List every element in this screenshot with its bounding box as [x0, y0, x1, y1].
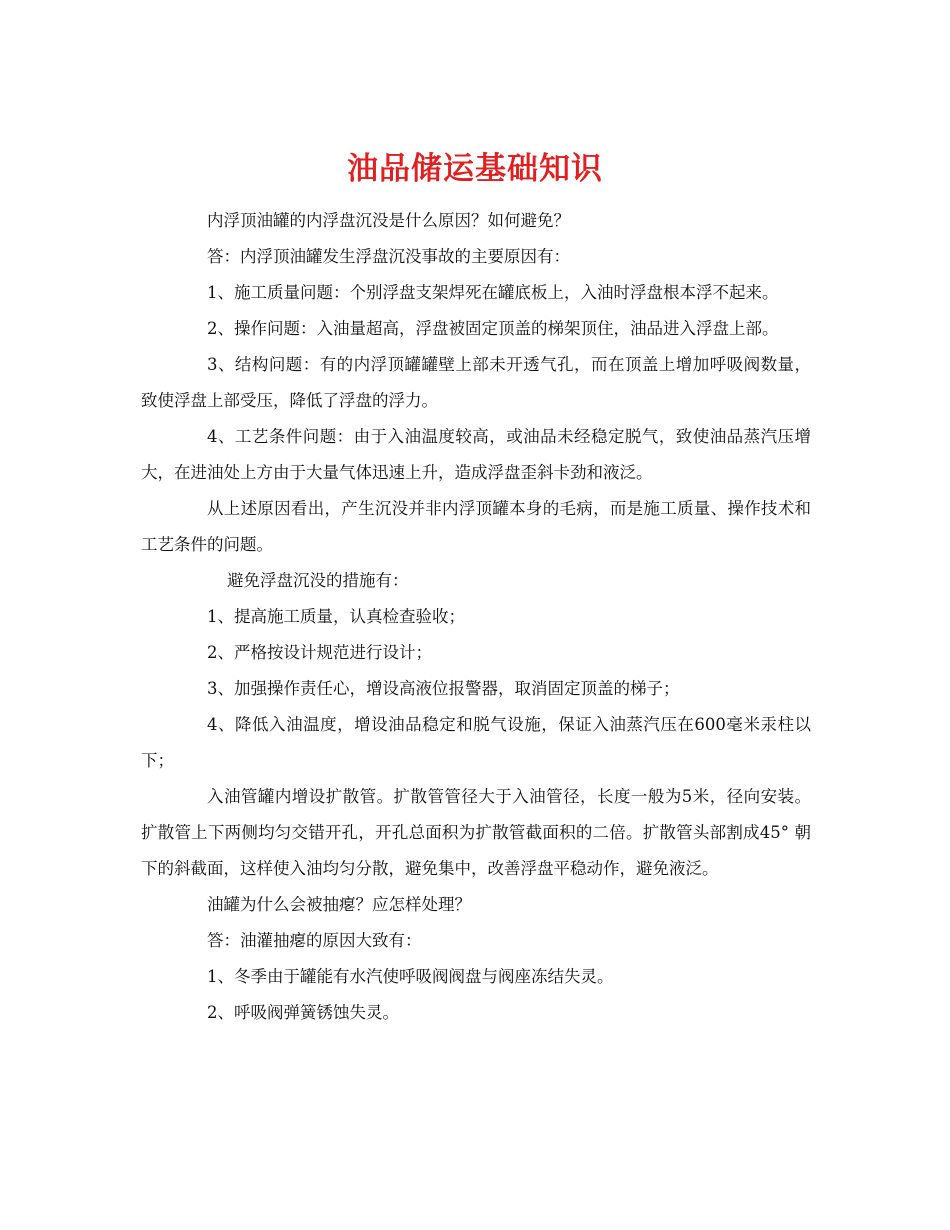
measure-item-3: 3、加强操作责任心，增设高液位报警器，取消固定顶盖的梯子；	[207, 679, 680, 698]
measure-item-2: 2、严格按设计规范进行设计；	[207, 643, 432, 662]
cause-item-1: 1、施工质量问题：个别浮盘支架焊死在罐底板上，入油时浮盘根本浮不起来。	[207, 283, 779, 302]
cause-item-4: 4、工艺条件问题：由于入油温度较高，或油品未经稳定脱气，致使油品蒸汽压增大，在进油处上方由于大量气体迅速上升，造成浮盘歪斜卡劲和液泛。	[141, 427, 811, 482]
measure-item-4: 4、降低入油温度，增设油品稳定和脱气设施，保证入油蒸汽压在600毫米汞柱以下；	[141, 715, 811, 770]
question-paragraph-2: 油罐为什么会被抽瘪？应怎样处理？	[207, 895, 471, 914]
measure-item-1: 1、提高施工质量，认真检查验收；	[207, 607, 465, 626]
diffuser-paragraph: 入油管罐内增设扩散管。扩散管管径大于入油管径，长度一般为5米，径向安装。扩散管上下两侧均匀交错开孔，开孔总面积为扩散管截面积的二倍。扩散管头部割成45° 朝下的斜截面，这样使入油均匀分散，避免集中，改善浮盘平稳动作，避免液泛。	[141, 787, 811, 878]
cause-item-2: 2、操作问题：入油量超高，浮盘被固定顶盖的梯架顶住，油品进入浮盘上部。	[207, 319, 779, 338]
answer-intro-paragraph-2: 答：油灌抽瘪的原因大致有：	[207, 931, 422, 950]
question-paragraph: 内浮顶油罐的内浮盘沉没是什么原因？如何避免？	[207, 211, 570, 230]
conclusion-paragraph: 从上述原因看出，产生沉没并非内浮顶罐本身的毛病，而是施工质量、操作技术和工艺条件的问题。	[141, 499, 811, 554]
document-body	[141, 203, 811, 1031]
cause-item-3: 3、结构问题：有的内浮顶罐罐壁上部未开透气孔，而在顶盖上增加呼吸阀数量，致使浮盘上部受压，降低了浮盘的浮力。	[141, 355, 811, 410]
measures-heading: 避免浮盘沉没的措施有：	[227, 571, 409, 590]
document-title: 油品储运基础知识	[347, 150, 603, 187]
reason-item-1: 1、冬季由于罐能有水汽使呼吸阀阀盘与阀座冻结失灵。	[207, 967, 614, 986]
reason-item-2: 2、呼吸阀弹簧锈蚀失灵。	[207, 1003, 399, 1022]
answer-intro-paragraph: 答：内浮顶油罐发生浮盘沉没事故的主要原因有：	[207, 247, 570, 266]
